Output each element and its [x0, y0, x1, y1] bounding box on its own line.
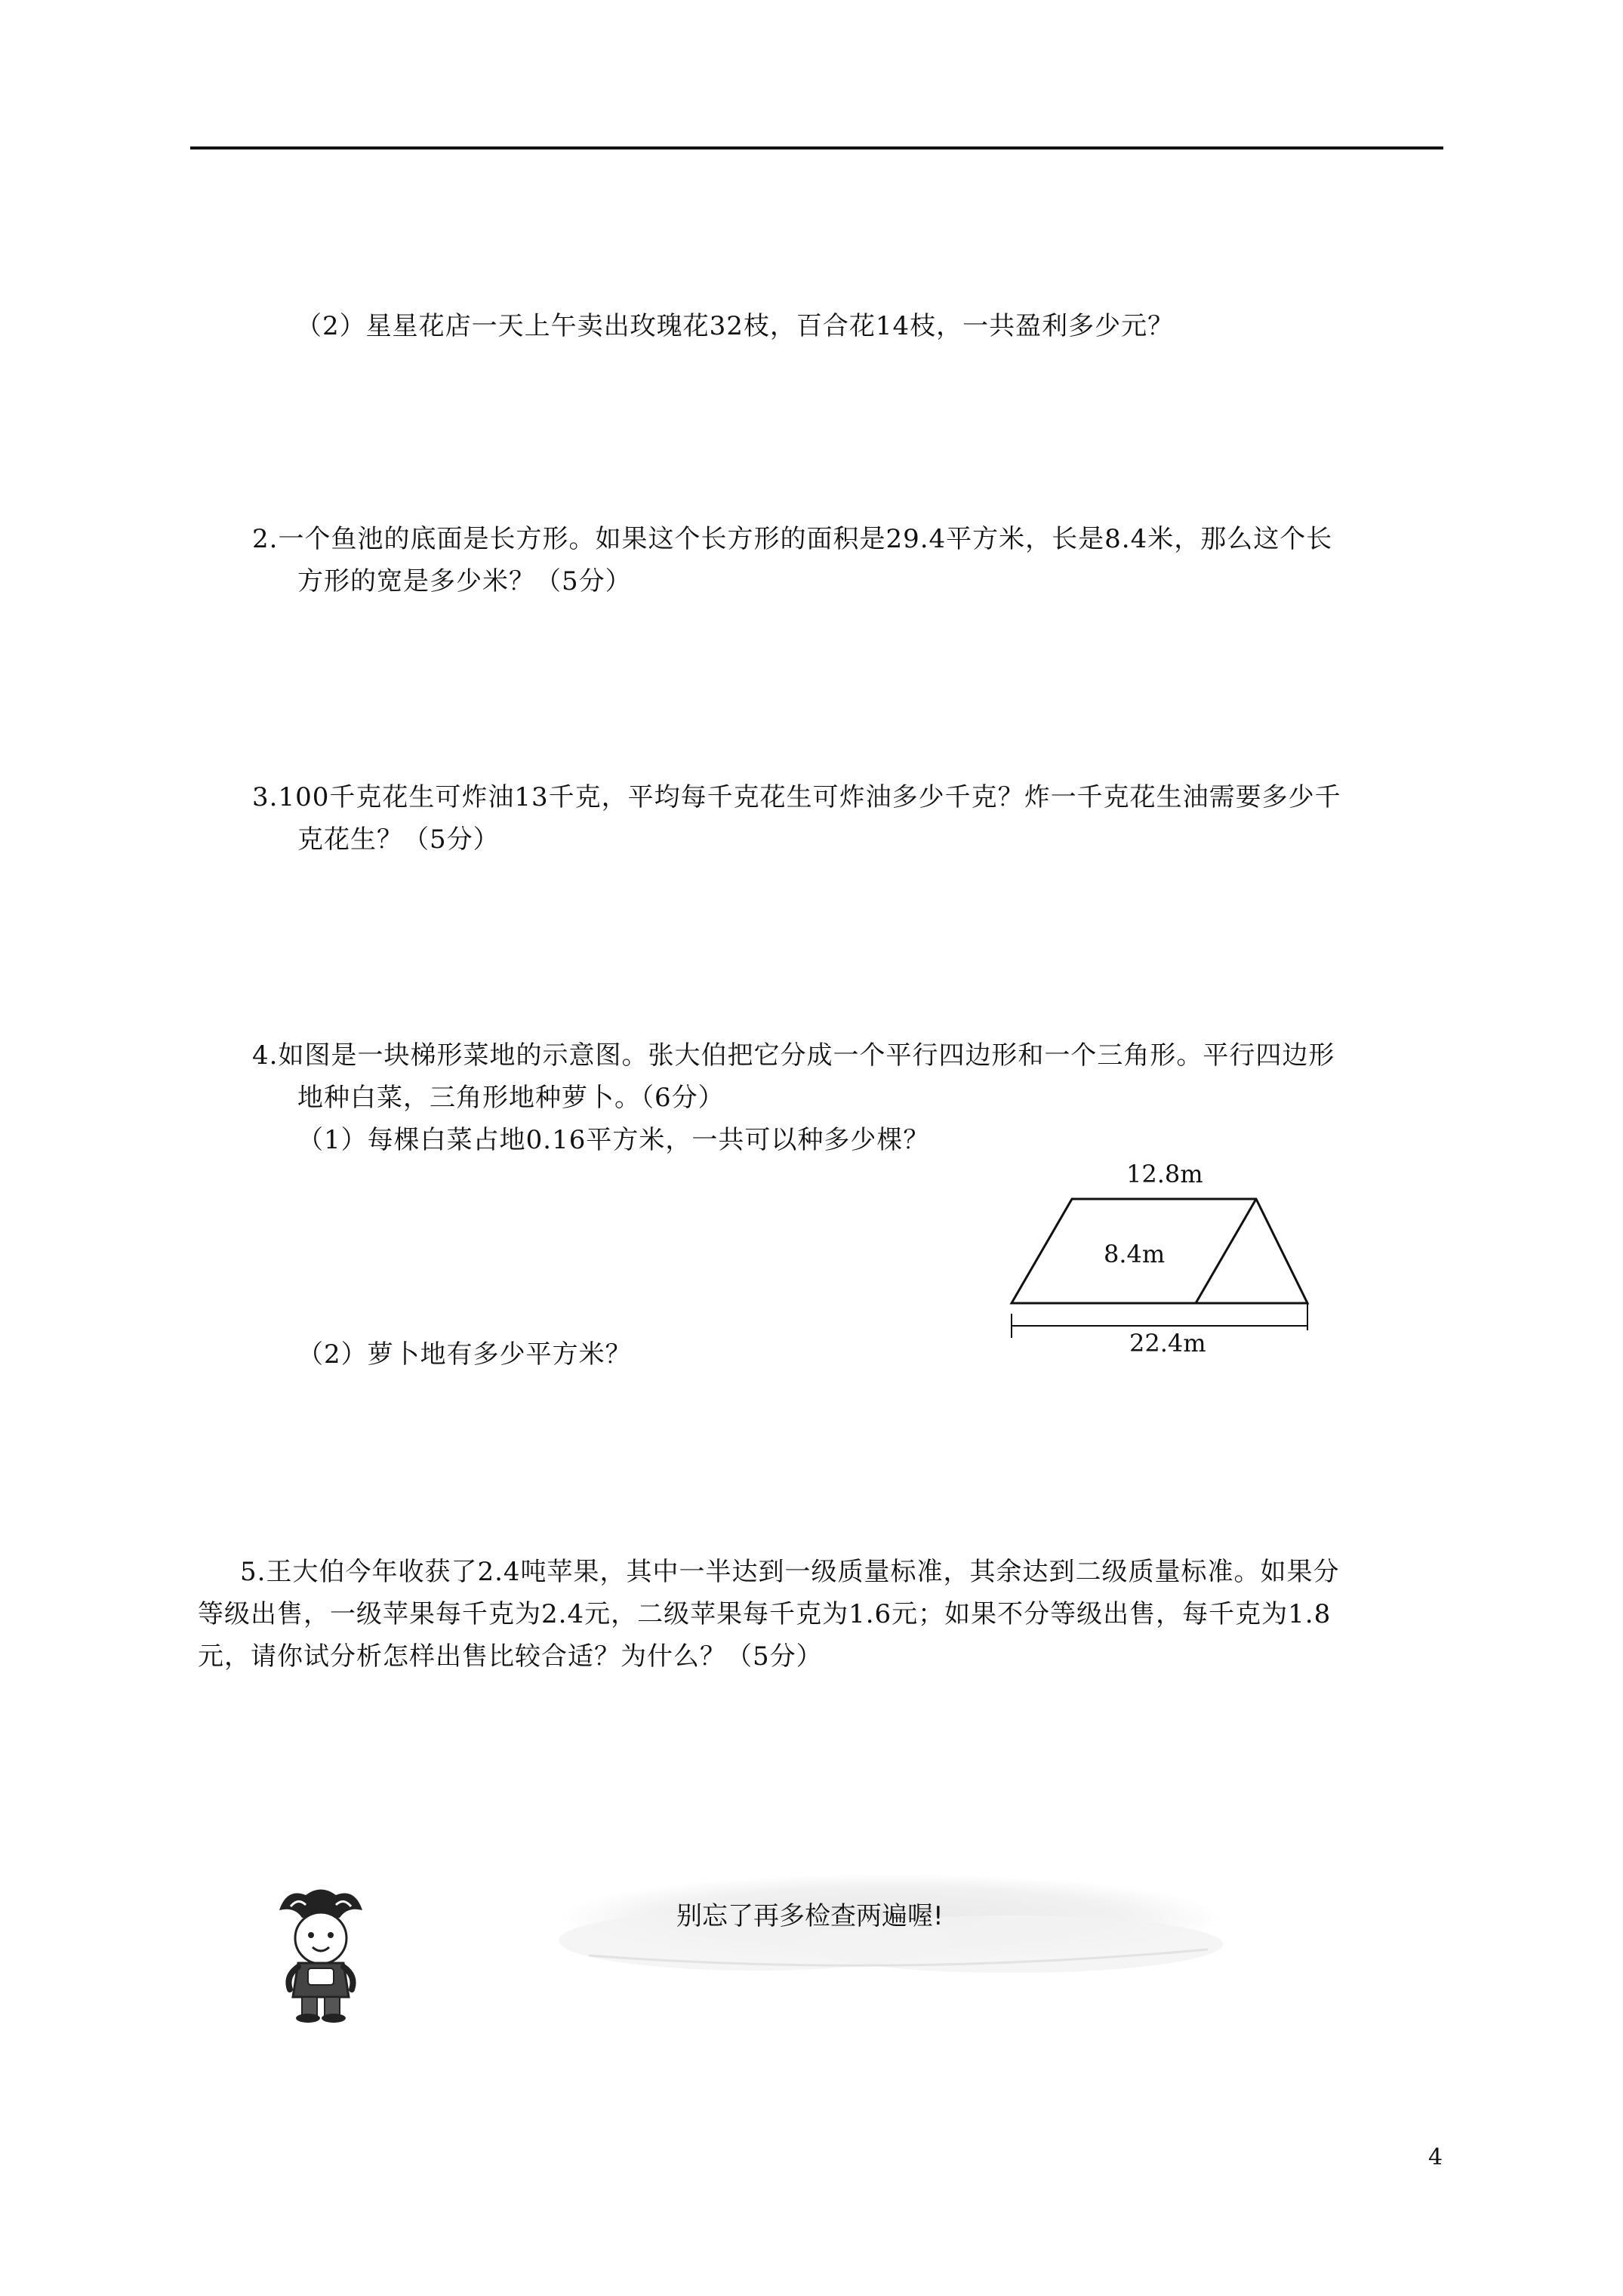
question-5-line-1: 5.王大伯今年收获了2.4吨苹果，其中一半达到一级质量标准，其余达到二级质量标准。如果分 [240, 1557, 1340, 1587]
height-label: 8.4m [1104, 1240, 1166, 1268]
question-4-sub-2: （2）萝卜地有多少平方米？ [297, 1339, 632, 1370]
divider-line [1196, 1199, 1256, 1303]
question-4-sub-1: （1）每棵白菜占地0.16平方米，一共可以种多少棵？ [297, 1125, 930, 1155]
question-4-line-2: 地种白菜，三角形地种萝卜。（6分） [297, 1083, 725, 1113]
question-1-part-2: （2）星星花店一天上午卖出玫瑰花32枝，百合花14枝，一共盈利多少元？ [296, 311, 1175, 341]
question-4-line-1: 4.如图是一块梯形菜地的示意图。张大伯把它分成一个平行四边形和一个三角形。平行四边形 [252, 1040, 1335, 1071]
question-2-line-2: 方形的宽是多少米？（5分） [297, 566, 632, 596]
question-5-line-2: 等级出售，一级苹果每千克为2.4元，二级苹果每千克为1.6元；如果不分等级出售，每千克为1.8 [198, 1599, 1332, 1629]
question-5-line-3: 元，请你试分析怎样出售比较合适？为什么？（5分） [198, 1641, 823, 1672]
mascot-illustration [264, 1884, 377, 2023]
question-2-line-1: 2.一个鱼池的底面是长方形。如果这个长方形的面积是29.4平方米，长是8.4米，那么这个长 [252, 524, 1333, 554]
header-rule [190, 146, 1443, 149]
bottom-length-label: 22.4m [1129, 1329, 1206, 1358]
page-number: 4 [1428, 2144, 1443, 2171]
question-3-line-1: 3.100千克花生可炸油13千克，平均每千克花生可炸油多少千克？炸一千克花生油需要多少千 [252, 782, 1341, 812]
question-3-line-2: 克花生？（5分） [297, 824, 500, 855]
reminder-text: 别忘了再多检查两遍喔! [676, 1901, 944, 1931]
trapezoid-figure [996, 1133, 1329, 1374]
top-length-label: 12.8m [1126, 1160, 1203, 1188]
